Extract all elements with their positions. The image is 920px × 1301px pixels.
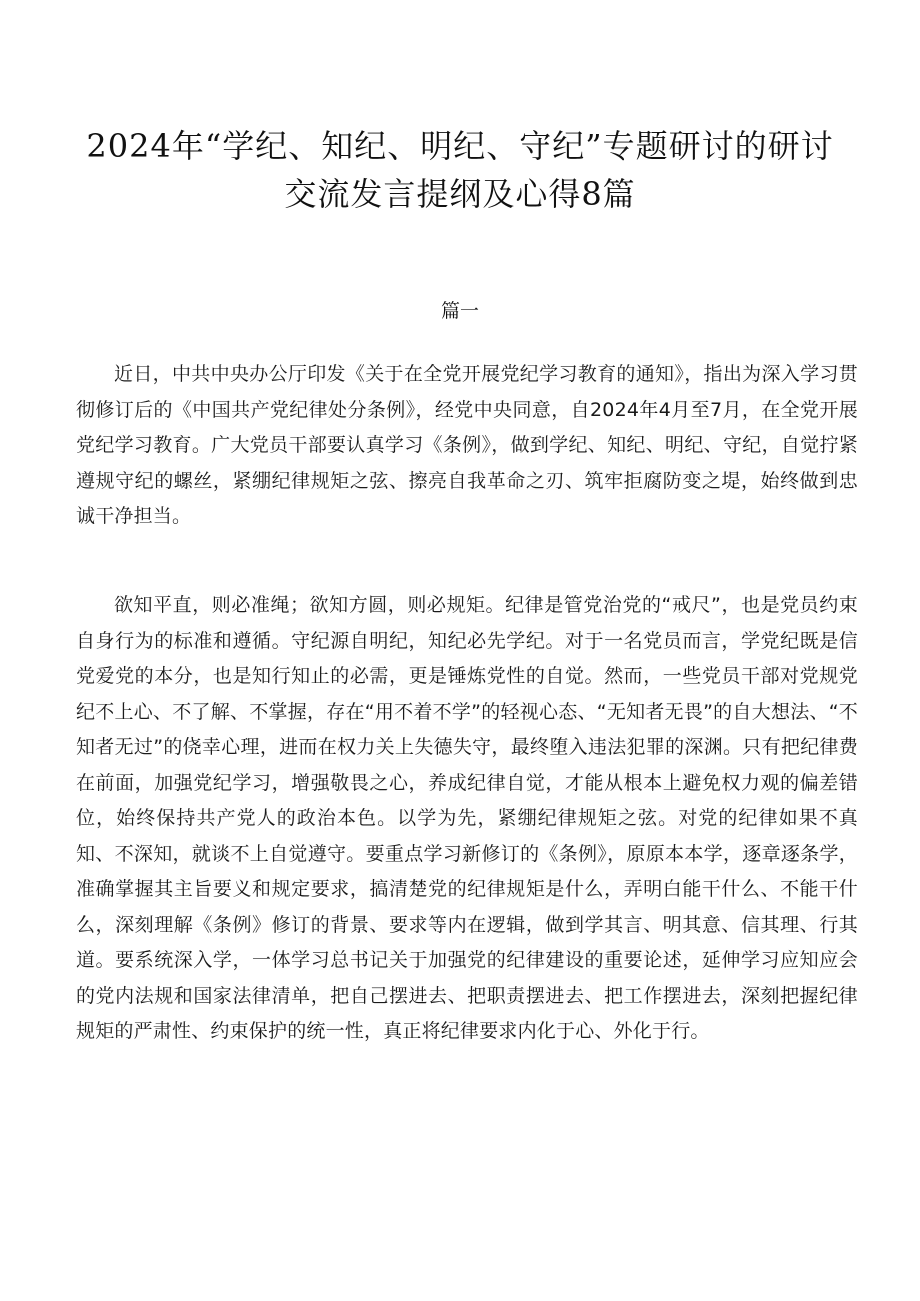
section-heading: 篇一	[440, 300, 479, 322]
document-title: 2024年“学纪、知纪、明纪、守纪”专题研讨的研讨交流发言提纲及心得8篇	[86, 127, 834, 213]
body-paragraph-2: 欲知平直，则必准绳；欲知方圆，则必规矩。纪律是管党治党的“戒尺”，也是党员约束自身行为的标准和遵循。守纪源自明纪，知纪必先学纪。对于一名党员而言，学党纪既是信党爱党的本分，也是知行知止的必需，更是锤炼党性的自觉。然而，一些党员干部对党规党纪不上心、不了解、不掌握，存在“用不着不学”的轻视心态、“无知者无畏”的自大想法、“不知者无过”的侥幸心理，进而在权力关上失德失守，最终堕入违法犯罪的深渊。只有把纪律费在前面，加强党纪学习，增强敬畏之心，养成纪律自觉，才能从根本上避免权力观的偏差错位，始终保持共产党人的政治本色。以学为先，紧绷纪律规矩之弦。对党的纪律如果不真知、不深知，就谈不上自觉遵守。要重点学习新修订的《条例》，原原本本学，逐章逐条学，准确掌握其主旨要义和规定要求，搞清楚党的纪律规矩是什么，弄明白能干什么、不能干什么，深刻理解《条例》修订的背景、要求等内在逻辑，做到学其言、明其意、信其理、行其道。要系统深入学，一体学习总书记关于加强党的纪律建设的重要论述，延伸学习应知应会的党内法规和国家法律清单，把自己摆进去、把职责摆进去、把工作摆进去，深刻把握纪律规矩的严肃性、约束保护的统一性，真正将纪律要求内化于心、外化于行。	[76, 594, 858, 1042]
body-paragraph-1: 近日，中共中央办公厅印发《关于在全党开展党纪学习教育的通知》，指出为深入学习贯彻修订后的《中国共产党纪律处分条例》，经党中央同意，自2024年4月至7月，在全党开展党纪学习教育。广大党员干部要认真学习《条例》，做到学纪、知纪、明纪、守纪，自觉拧紧遵规守纪的螺丝，紧绷纪律规矩之弦、擦亮自我革命之刃、筑牢拒腐防变之堤，始终做到忠诚干净担当。	[76, 363, 858, 527]
